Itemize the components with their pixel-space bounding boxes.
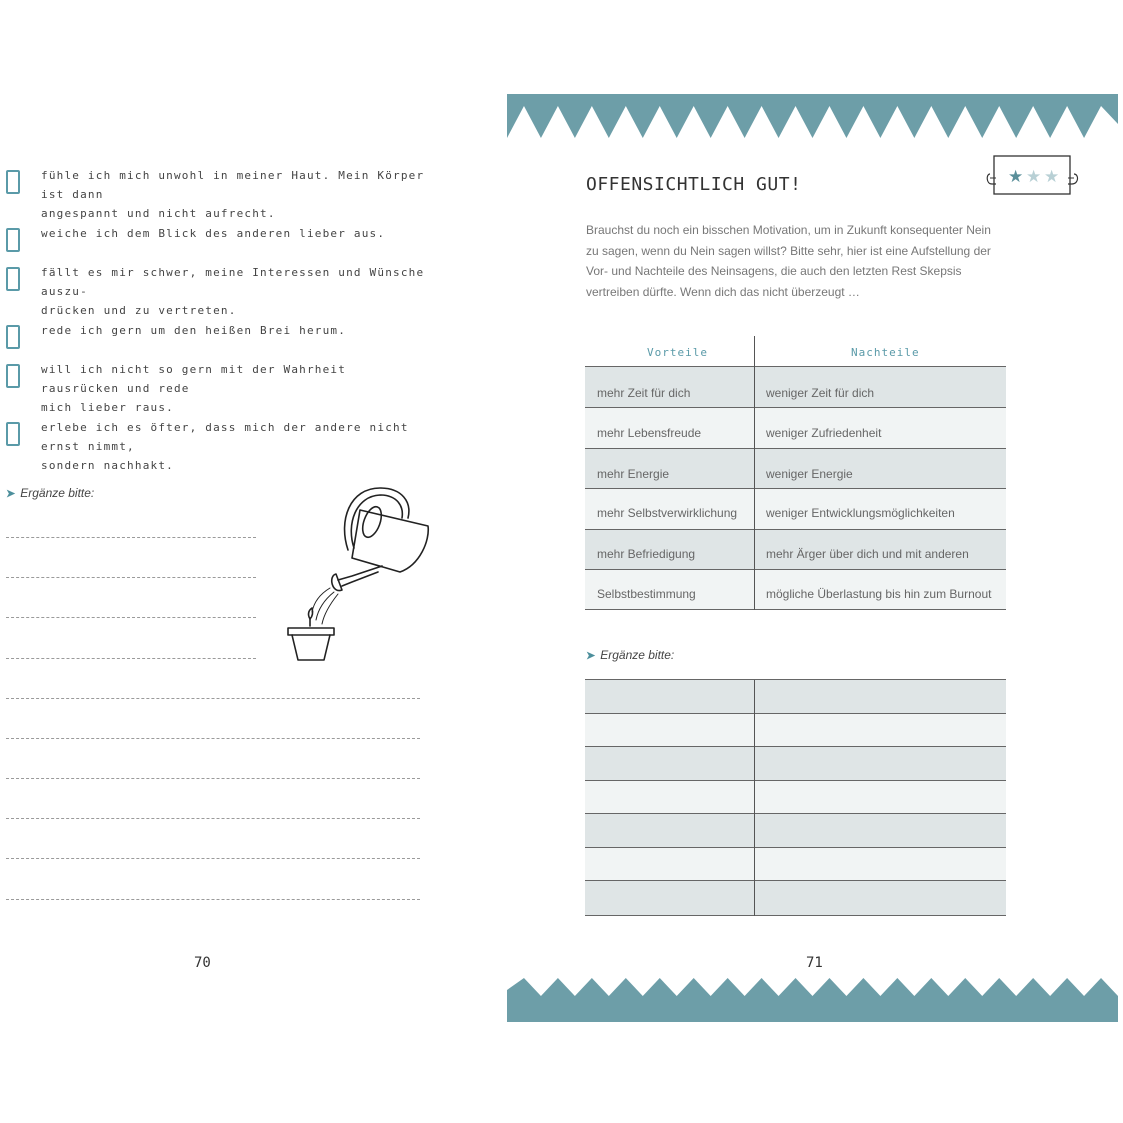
checkbox[interactable]: [6, 364, 20, 388]
decorative-zigzag-top: [507, 94, 1118, 138]
table-cell: mehr Befriedigung: [597, 547, 696, 561]
table-row-empty[interactable]: [585, 781, 1006, 814]
star-empty-icon: ★: [1044, 167, 1060, 187]
column-divider: [754, 336, 755, 610]
table-row: [585, 449, 1006, 489]
arrow-icon: ➤: [6, 488, 16, 500]
writing-line[interactable]: [6, 658, 256, 659]
fill-in-table: [585, 679, 1006, 916]
table-cell: mehr Selbstverwirklichung: [597, 506, 738, 520]
writing-line[interactable]: [6, 858, 420, 859]
table-row-empty[interactable]: [585, 881, 1006, 916]
writing-line[interactable]: [6, 778, 420, 779]
prompt-label: ➤ Ergänze bitte:: [586, 648, 675, 662]
rating-badge: [984, 154, 1082, 196]
table-header: [585, 336, 1006, 367]
checkbox[interactable]: [6, 422, 20, 446]
table-row: [585, 530, 1006, 570]
column-header-vorteile: Vorteile: [647, 346, 708, 359]
table-cell: weniger Entwicklungsmöglichkeiten: [766, 506, 955, 520]
page-title: OFFENSICHTLICH GUT!: [586, 174, 802, 195]
pros-cons-table: [585, 336, 1006, 610]
checklist-item-text: fällt es mir schwer, meine Interessen und Wünsche auszu- drücken und zu vertreten.: [41, 266, 425, 317]
table-row: [585, 408, 1006, 449]
page-number: 70: [194, 955, 211, 971]
table-cell: weniger Energie: [766, 467, 853, 481]
checklist-item-text: weiche ich dem Blick des anderen lieber aus.: [41, 227, 386, 240]
table-cell: Selbstbestimmung: [597, 587, 696, 601]
checkbox[interactable]: [6, 170, 20, 194]
table-row: [585, 489, 1006, 530]
writing-line[interactable]: [6, 537, 256, 538]
table-row-empty[interactable]: [585, 848, 1006, 881]
checklist-item-text: erlebe ich es öfter, dass mich der andere nicht ernst nimmt, sondern nachhakt.: [41, 421, 409, 472]
column-divider: [754, 680, 755, 916]
writing-line[interactable]: [6, 818, 420, 819]
page-number: 71: [806, 955, 823, 971]
writing-line[interactable]: [6, 698, 420, 699]
table-row-empty[interactable]: [585, 714, 1006, 747]
checklist-item-text: will ich nicht so gern mit der Wahrheit rausrücken und rede mich lieber raus.: [41, 363, 347, 414]
table-cell: mehr Lebensfreude: [597, 426, 702, 440]
checklist-item-text: rede ich gern um den heißen Brei herum.: [41, 324, 347, 337]
table-cell: weniger Zeit für dich: [766, 386, 875, 400]
checkbox[interactable]: [6, 325, 20, 349]
writing-line[interactable]: [6, 899, 420, 900]
table-row: [585, 367, 1006, 408]
column-header-nachteile: Nachteile: [851, 346, 920, 359]
star-empty-icon: ★: [1026, 167, 1042, 187]
table-cell: weniger Zufriedenheit: [766, 426, 882, 440]
checklist-item-text: fühle ich mich unwohl in meiner Haut. Mein Körper ist dann angespannt und nicht aufrecht.: [41, 169, 425, 220]
table-row-empty[interactable]: [585, 814, 1006, 848]
writing-line[interactable]: [6, 738, 420, 739]
checkbox[interactable]: [6, 267, 20, 291]
intro-paragraph: Brauchst du noch ein bisschen Motivation, um in Zukunft konsequenter Nein zu sagen, wenn du Nein sagen willst? Bitte sehr, hier ist eine Aufstellung der Vor- und Nachteile des Neinsagens, die auch den letzten Rest Skepsis vertreiben dürfte. Wenn dich das nicht überzeugt …: [586, 223, 991, 299]
table-cell: mögliche Überlastung bis hin zum Burnout: [766, 587, 992, 601]
checkbox[interactable]: [6, 228, 20, 252]
table-cell: mehr Zeit für dich: [597, 386, 691, 400]
table-cell: mehr Energie: [597, 467, 670, 481]
watering-can-icon: [280, 480, 440, 665]
table-row-empty[interactable]: [585, 747, 1006, 781]
table-row: [585, 570, 1006, 610]
prompt-label: ➤ Ergänze bitte:: [6, 486, 95, 500]
star-filled-icon: ★: [1008, 167, 1024, 187]
writing-line[interactable]: [6, 577, 256, 578]
decorative-zigzag-bottom: [507, 976, 1118, 1022]
table-row-empty[interactable]: [585, 680, 1006, 714]
arrow-icon: ➤: [586, 650, 596, 662]
table-cell: mehr Ärger über dich und mit anderen: [766, 547, 969, 561]
writing-line[interactable]: [6, 617, 256, 618]
